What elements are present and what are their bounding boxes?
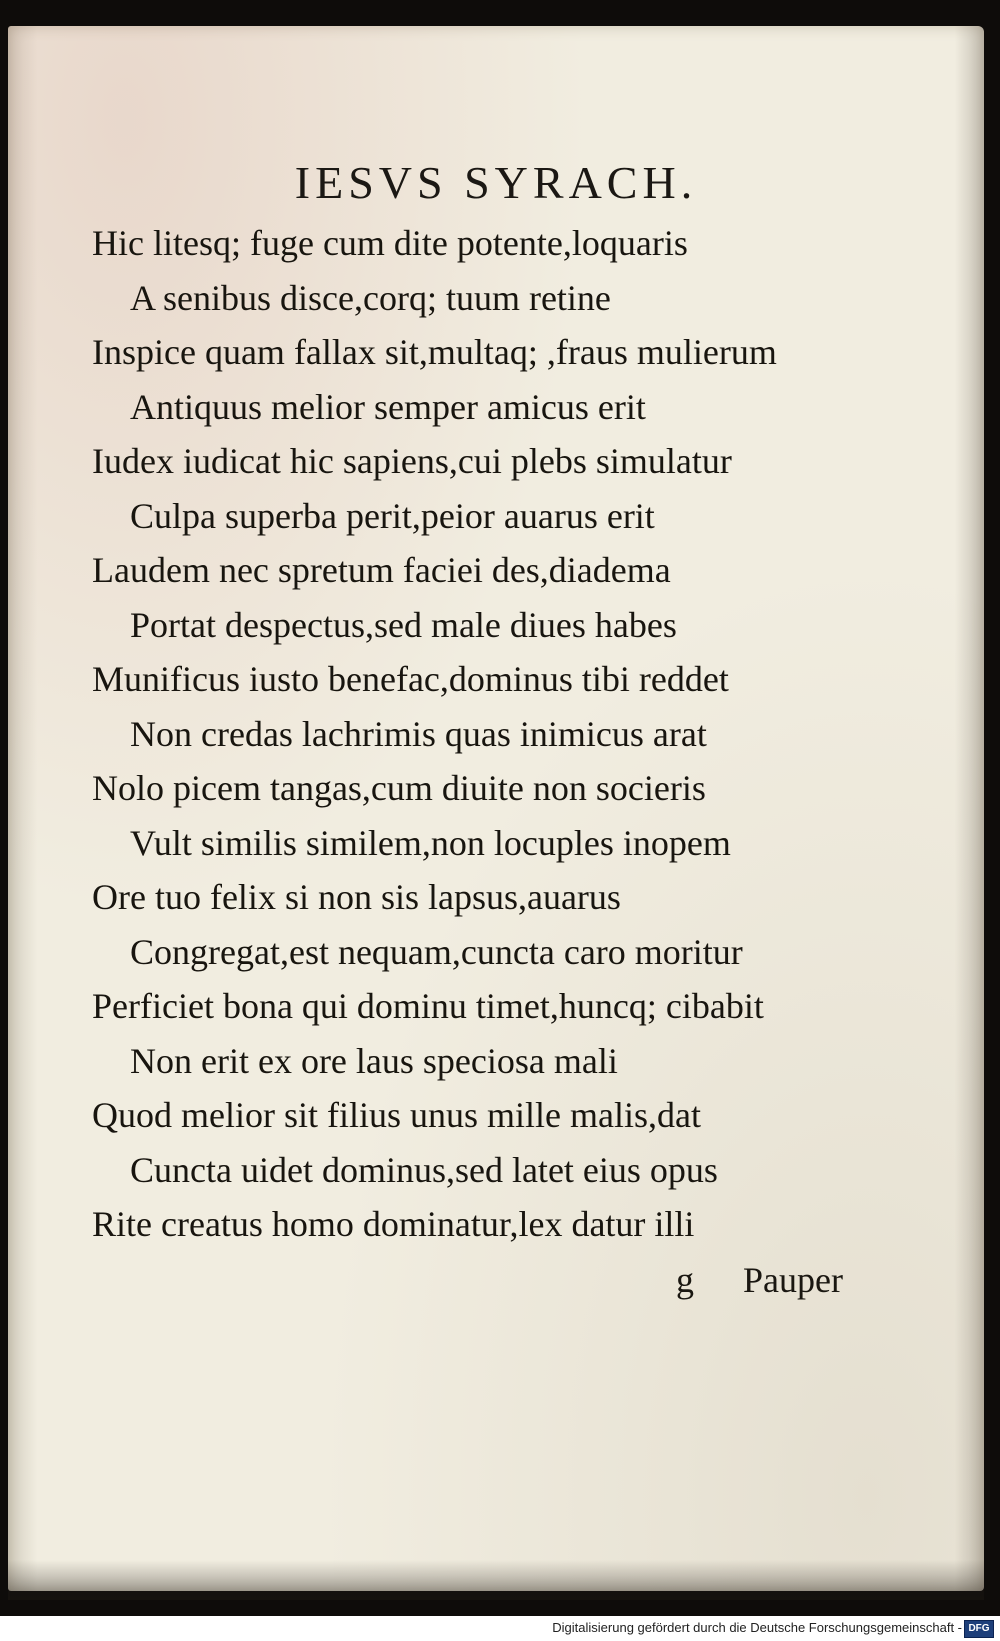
dfg-logo-icon: DFG <box>964 1620 994 1638</box>
signature-mark: g <box>676 1260 694 1300</box>
verse-line: Ore tuo felix si non sis lapsus,auarus <box>92 877 621 917</box>
verse-line: Cuncta uidet dominus,sed latet eius opus <box>130 1149 718 1190</box>
verse-line: Non erit ex ore laus speciosa mali <box>130 1040 618 1081</box>
book-page <box>8 26 984 1591</box>
verse-line: Perficiet bona qui dominu timet,huncq; cibabit <box>92 986 764 1026</box>
verse-line: Hic litesq; fuge cum dite potente,loquaris <box>92 223 688 263</box>
page-edge-shadow <box>8 1560 984 1600</box>
verse-line: Vult similis similem,non locuples inopem <box>130 822 731 863</box>
verse-line: Munificus iusto benefac,dominus tibi reddet <box>92 659 729 699</box>
verse-line: Inspice quam fallax sit,multaq; ,fraus mulierum <box>92 332 777 372</box>
verse-line: Antiquus melior semper amicus erit <box>130 386 646 427</box>
verse-line: Quod melior sit filius unus mille malis,dat <box>92 1095 701 1135</box>
verse-line: Laudem nec spretum faciei des,diadema <box>92 550 671 590</box>
verse-line: Rite creatus homo dominatur,lex datur illi <box>92 1204 695 1244</box>
verse-line: Congregat,est nequam,cuncta caro moritur <box>130 931 743 972</box>
verse-line: Iudex iudicat hic sapiens,cui plebs simulatur <box>92 441 732 481</box>
verse-line: A senibus disce,corq; tuum retine <box>130 277 611 318</box>
verse-line: Culpa superba perit,peior auarus erit <box>130 495 655 536</box>
funding-credit: Digitalisierung gefördert durch die Deutsche Forschungsgemeinschaft - <box>552 1620 962 1635</box>
verse-line: Portat despectus,sed male diues habes <box>130 604 677 645</box>
footer-bar <box>0 1616 1000 1641</box>
verse-line: Nolo picem tangas,cum diuite non socieris <box>92 768 706 808</box>
page-foot <box>8 1259 984 1303</box>
verse-line: Non credas lachrimis quas inimicus arat <box>130 713 707 754</box>
running-head: IESVS SYRACH. <box>294 157 698 208</box>
catchword: Pauper <box>743 1260 843 1300</box>
